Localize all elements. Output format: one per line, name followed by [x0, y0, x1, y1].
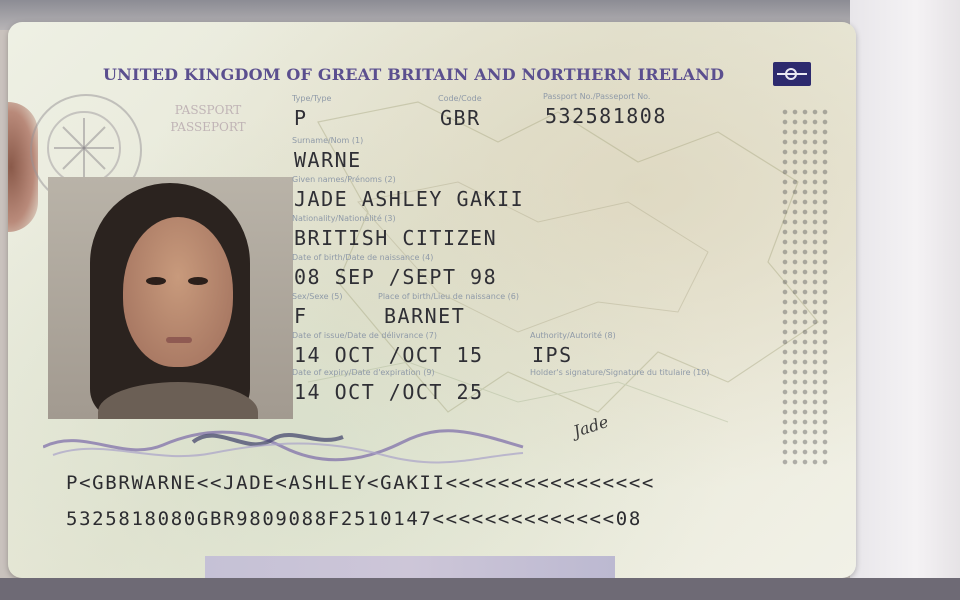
given-names-label: Given names/Prénoms (2) — [292, 175, 396, 184]
passport-label-en: PASSPORT — [174, 103, 242, 117]
biometric-chip-icon — [773, 62, 811, 86]
sex-label: Sex/Sexe (5) — [292, 292, 343, 301]
given-names-value: JADE ASHLEY GAKII — [294, 187, 525, 211]
type-label: Type/Type — [292, 94, 332, 103]
signature-label: Holder's signature/Signature du titulaire (10) — [530, 368, 710, 377]
nationality-value: BRITISH CITIZEN — [294, 226, 498, 250]
date-of-birth-value: 08 SEP /SEPT 98 — [294, 265, 498, 289]
authority-label: Authority/Autorité (8) — [530, 331, 616, 340]
date-of-issue-value: 14 OCT /OCT 15 — [294, 343, 484, 367]
code-value: GBR — [440, 106, 481, 130]
passport-label-fr: PASSEPORT — [170, 120, 246, 134]
perforated-passport-number — [780, 107, 832, 467]
passport-number-value: 532581808 — [545, 104, 667, 128]
date-of-expiry-value: 14 OCT /OCT 25 — [294, 380, 484, 404]
holder-photo — [48, 177, 293, 419]
issuing-country: UNITED KINGDOM OF GREAT BRITAIN AND NORTHERN IRELAND — [103, 65, 725, 84]
place-of-birth-value: BARNET — [384, 304, 466, 328]
sex-value: F — [294, 304, 308, 328]
background-surface — [850, 0, 960, 600]
authority-value: IPS — [532, 343, 573, 367]
page-edge-strip — [205, 556, 615, 578]
passport-data-page — [8, 22, 856, 578]
background-bottom — [0, 578, 960, 600]
mrz-line-1: P<GBRWARNE<<JADE<ASHLEY<GAKII<<<<<<<<<<<<<<<< — [66, 472, 656, 494]
date-of-issue-label: Date of issue/Date de délivrance (7) — [292, 331, 438, 340]
type-value: P — [294, 106, 308, 130]
surname-value: WARNE — [294, 148, 362, 172]
decorative-flourish — [43, 417, 533, 467]
date-of-birth-label: Date of birth/Date de naissance (4) — [292, 253, 434, 262]
surname-label: Surname/Nom (1) — [292, 136, 364, 145]
date-of-expiry-label: Date of expiry/Date d'expiration (9) — [292, 368, 435, 377]
place-of-birth-label: Place of birth/Lieu de naissance (6) — [378, 292, 520, 301]
mrz-line-2: 5325818080GBR9809088F2510147<<<<<<<<<<<<<<08 — [66, 508, 642, 530]
passport-number-label: Passport No./Passeport No. — [543, 92, 651, 101]
document-type-label — [158, 102, 258, 136]
holder-signature: Jade — [570, 411, 611, 442]
code-label: Code/Code — [438, 94, 482, 103]
nationality-label: Nationality/Nationalité (3) — [292, 214, 396, 223]
